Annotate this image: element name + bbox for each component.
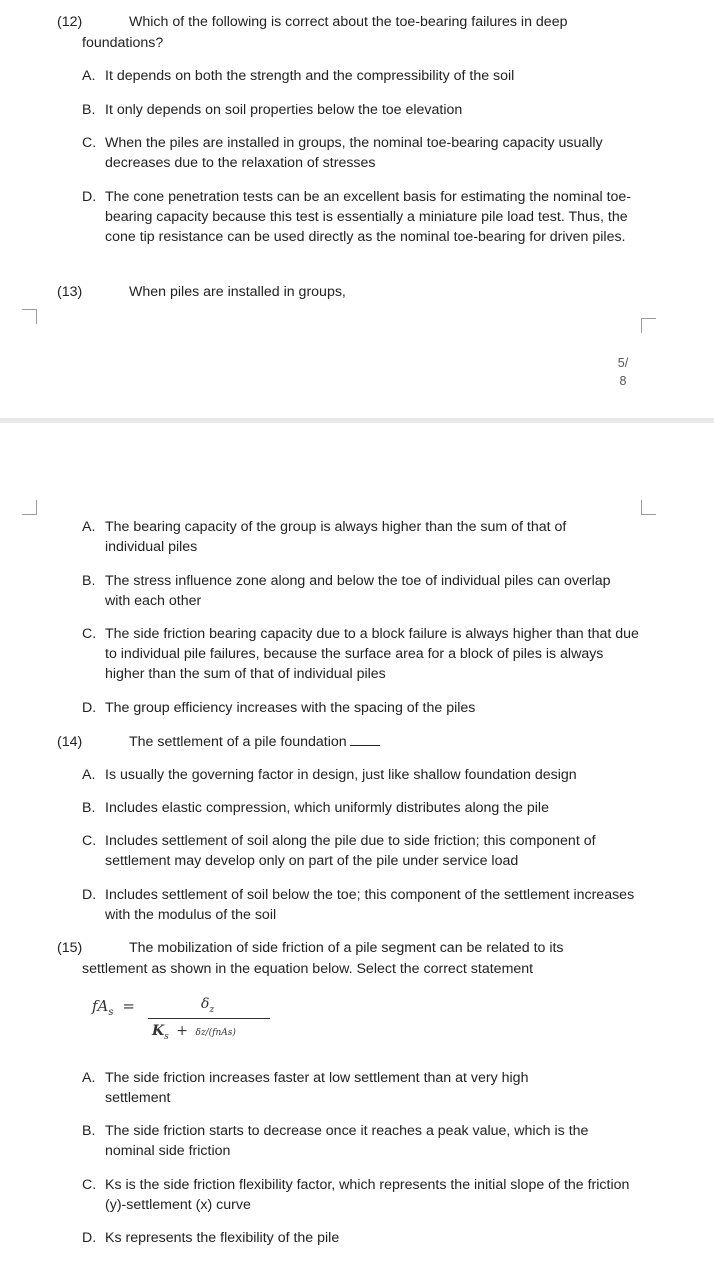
page-number-current: 5/ [617,356,629,370]
crop-mark-top-right [641,318,656,333]
page-number [608,354,638,390]
q12-option-c[interactable] [82,133,612,173]
option-text: Includes settlement of soil along the pile due to side friction; this component of settlement may develop only on part of the pile under service load [105,833,596,869]
option-text: The cone penetration tests can be an excellent basis for estimating the nominal toe-bearing capacity because this test is essentially a miniature pile load test. Thus, the cone tip resistance can be used directly as the nominal toe-bearing for driven piles. [105,189,632,245]
denominator-k: K [152,1023,165,1039]
equation-denominator [152,1021,236,1047]
option-letter: D. [82,887,97,903]
option-letter: C. [82,626,97,642]
q15-stem-line1: The mobilization of side friction of a pile segment can be related to its [129,940,564,956]
crop-mark-bottom-left [22,500,37,515]
denominator-small-fraction: δz/(fnAs) [195,1028,236,1038]
numerator-sub: z [209,1004,215,1015]
denominator-plus: + [176,1023,188,1039]
option-text: The group efficiency increases with the spacing of the piles [105,700,476,716]
option-letter: B. [82,1123,96,1139]
q14-number: (14) [57,734,83,750]
q14-option-b[interactable] [82,798,662,818]
q13-option-c[interactable] [82,624,642,684]
equation-numerator [201,994,214,1020]
option-text: The bearing capacity of the group is always higher than the sum of that of individual piles [105,519,567,555]
equation-lhs-sub: s [108,1007,114,1018]
q13-option-a[interactable] [82,517,622,557]
q14-stem [129,732,380,752]
option-text: Includes settlement of soil below the toe; this component of the settlement increases with the modulus of the soil [105,887,635,923]
equation-equals: = [122,997,135,1015]
q15-option-b[interactable] [82,1121,642,1161]
q12-stem-line2: foundations? [82,35,164,51]
q13-number: (13) [57,284,83,300]
crop-mark-top-left [22,309,37,324]
option-text: Ks is the side friction flexibility factor, which represents the initial slope of the friction (y)-settlement (x) curve [105,1177,630,1213]
option-letter: B. [82,573,96,589]
option-text: Ks represents the flexibility of the pile [105,1230,340,1246]
option-text: The stress influence zone along and below the toe of individual piles can overlap with each other [105,573,611,609]
q12-option-a[interactable] [82,66,642,86]
q14-stem-text: The settlement of a pile foundation [129,734,347,750]
numerator-symbol: δ [201,996,210,1012]
option-letter: A. [82,519,96,535]
option-letter: D. [82,189,97,205]
q15-stem-line2: settlement as shown in the equation below. Select the correct statement [82,961,534,977]
page-number-total: 8 [619,374,627,388]
option-letter: B. [82,800,96,816]
option-text: The side friction bearing capacity due to a block failure is always higher than that due to individual pile failures, because the surface area for a block of piles is always higher than the sum of that of individual piles [105,626,639,682]
q12-stem-line1: Which of the following is correct about the toe-bearing failures in deep [129,14,568,30]
option-letter: A. [82,68,96,84]
option-letter: A. [82,1070,96,1086]
q14-option-d[interactable] [82,885,642,925]
option-text: Is usually the governing factor in design, just like shallow foundation design [105,767,577,783]
option-text: When the piles are installed in groups, the nominal toe-bearing capacity usually decreases due to the relaxation of stresses [105,135,603,171]
q12-option-b[interactable] [82,100,642,120]
q15-option-d[interactable] [82,1228,642,1248]
answer-blank [350,734,380,746]
option-text: Includes elastic compression, which uniformly distributes along the pile [105,800,549,816]
option-letter: C. [82,833,97,849]
option-letter: D. [82,1230,97,1246]
option-letter: D. [82,700,97,716]
q12-option-d[interactable] [82,187,642,247]
q13-option-b[interactable] [82,571,612,611]
q14-option-a[interactable] [82,765,662,785]
q15-option-c[interactable] [82,1175,642,1215]
q13-stem: When piles are installed in groups, [129,284,346,300]
q12-number: (12) [57,14,83,30]
option-letter: C. [82,1177,97,1193]
q15-option-a[interactable] [82,1068,592,1108]
option-text: The side friction increases faster at low settlement than at very high settlement [105,1070,529,1106]
page-separator [0,418,714,423]
option-letter: B. [82,102,96,118]
option-letter: A. [82,767,96,783]
q15-number: (15) [57,940,83,956]
q14-option-c[interactable] [82,831,642,871]
equation-lhs [92,996,135,1023]
option-letter: C. [82,135,97,151]
option-text: The side friction starts to decrease once it reaches a peak value, which is the nominal side friction [105,1123,589,1159]
equation-lhs-symbol: fA [92,997,109,1015]
q13-option-d[interactable] [82,698,642,718]
option-text: It depends on both the strength and the compressibility of the soil [105,68,515,84]
denominator-k-sub: s [164,1031,169,1042]
fraction-bar [148,1018,270,1019]
crop-mark-bottom-right [641,500,656,515]
option-text: It only depends on soil properties below the toe elevation [105,102,463,118]
